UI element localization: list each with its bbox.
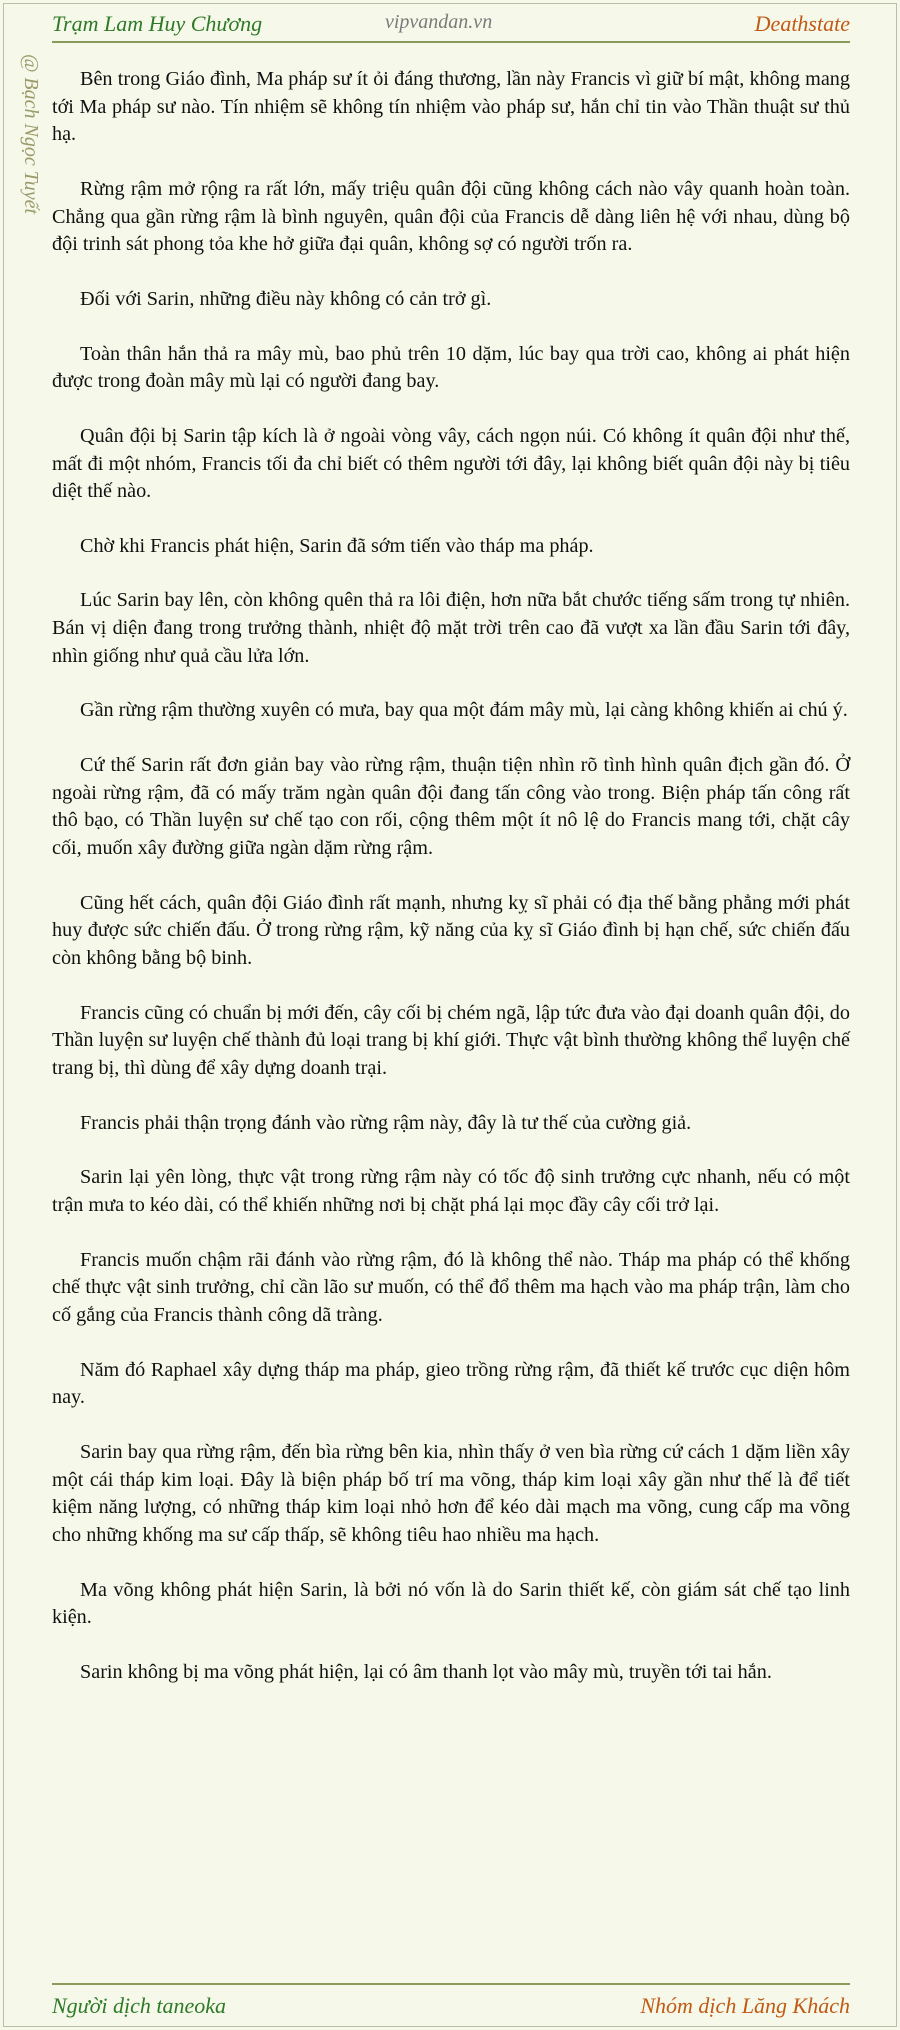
footer-group: Nhóm dịch Lăng Khách	[640, 1993, 850, 2018]
header-author: Deathstate	[754, 11, 850, 36]
paragraph: Cứ thế Sarin rất đơn giản bay vào rừng rậm, thuận tiện nhìn rõ tình hình quân địch gần đó. Ở ngoài rừng rậm, đã có mấy trăm ngàn quân đội đang tấn công vào trong. Biện pháp tấn công rất thô bạo, có Thần luyện sư chế tạo con rối, cộng thêm một ít nô lệ do Francis mang tới, chặt cây cối, muốn xây đường giữa ngàn dặm rừng rậm.	[52, 754, 850, 860]
header-book-title: Trạm Lam Huy Chương	[52, 11, 263, 36]
paragraph: Gần rừng rậm thường xuyên có mưa, bay qua một đám mây mù, lại càng không khiến ai chú ý.	[80, 699, 848, 722]
paragraph: Ma võng không phát hiện Sarin, là bởi nó vốn là do Sarin thiết kế, còn giám sát chế tạo linh kiện.	[52, 1578, 850, 1629]
header-site: vipvandan.vn	[385, 11, 493, 33]
paragraph: Chờ khi Francis phát hiện, Sarin đã sớm tiến vào tháp ma pháp.	[80, 534, 594, 557]
paragraph: Rừng rậm mở rộng ra rất lớn, mấy triệu quân đội cũng không cách nào vây quanh hoàn toàn. Chẳng qua gần rừng rậm là bình nguyên, quân đội của Francis dễ dàng liên hệ với nhau, dùng bộ đội trinh sát phong tỏa khe hở giữa đại quân, không sợ có người trốn ra.	[52, 178, 850, 256]
footer-translator: Người dịch taneoka	[52, 1993, 227, 2018]
paragraph: Cũng hết cách, quân đội Giáo đình rất mạnh, nhưng kỵ sĩ phải có địa thế bằng phẳng mới phát huy được sức chiến đấu. Ở trong rừng rậm, kỹ năng của kỵ sĩ Giáo đình bị hạn chế, sức chiến đấu còn không bằng bộ binh.	[52, 891, 850, 970]
paragraph: Francis cũng có chuẩn bị mới đến, cây cối bị chém ngã, lập tức đưa vào đại doanh quân đội, do Thần luyện sư luyện chế thành đủ loại trang bị khí giới. Thực vật bình thường không thể luyện chế trang bị, thì dùng để xây dựng doanh trại.	[52, 1001, 850, 1080]
paragraph: Toàn thân hắn thả ra mây mù, bao phủ trên 10 dặm, lúc bay qua trời cao, không ai phát hiện được trong đoàn mây mù lại có người đang bay.	[52, 342, 850, 393]
chapter-body	[52, 66, 850, 1714]
paragraph: Lúc Sarin bay lên, còn không quên thả ra lôi điện, hơn nữa bắt chước tiếng sấm trong tự nhiên. Bán vị diện đang trong trưởng thành, nhiệt độ mặt trời trên cao đã vượt xa lần đầu Sarin tới đây, nhìn giống như quả cầu lửa lớn.	[52, 589, 850, 667]
paragraph: Bên trong Giáo đình, Ma pháp sư ít ỏi đáng thương, lần này Francis vì giữ bí mật, không mang tới Ma pháp sư nào. Tín nhiệm sẽ không tín nhiệm vào pháp sư, hắn chỉ tin vào Thần thuật sư thủ hạ.	[52, 68, 850, 146]
paragraph: Đối với Sarin, những điều này không có cản trở gì.	[80, 288, 492, 310]
paragraph: Quân đội bị Sarin tập kích là ở ngoài vòng vây, cách ngọn núi. Có không ít quân đội như thế, mất đi một nhóm, Francis tối đa chỉ biết có thêm người tới đây, lại không biết quân đội này bị tiêu diệt thế nào.	[52, 424, 850, 503]
paragraph: Năm đó Raphael xây dựng tháp ma pháp, gieo trồng rừng rậm, đã thiết kế trước cục diện hôm nay.	[52, 1358, 850, 1409]
paragraph: Sarin bay qua rừng rậm, đến bìa rừng bên kia, nhìn thấy ở ven bìa rừng cứ cách 1 dặm liền xây một cái tháp kim loại. Đây là biện pháp bố trí ma võng, tháp kim loại xây gần như thế là để tiết kiệm năng lượng, có những tháp kim loại nhỏ hơn để kéo dài mạch ma võng, cung cấp ma võng cho những khống ma sư cấp thấp, sẽ không tiêu hao nhiều ma hạch.	[52, 1440, 850, 1547]
paragraph: Francis muốn chậm rãi đánh vào rừng rậm, đó là không thể nào. Tháp ma pháp có thể khống chế thực vật sinh trưởng, chỉ cần lão sư muốn, có thể đổ thêm ma hạch vào ma pháp trận, làm cho cố gắng của Francis thành công dã tràng.	[52, 1248, 850, 1327]
paragraph: Sarin không bị ma võng phát hiện, lại có âm thanh lọt vào mây mù, truyền tới tai hắn.	[80, 1660, 772, 1683]
paragraph: Francis phải thận trọng đánh vào rừng rậm này, đây là tư thế của cường giả.	[80, 1111, 692, 1134]
side-watermark: @ Bạch Ngọc Tuyết	[20, 54, 42, 215]
paragraph: Sarin lại yên lòng, thực vật trong rừng rậm này có tốc độ sinh trưởng cực nhanh, nếu có một trận mưa to kéo dài, có thể khiến những nơi bị chặt phá lại mọc đầy cây cối trở lại.	[52, 1166, 850, 1217]
page-header	[52, 9, 850, 43]
page-footer	[52, 1983, 850, 2017]
